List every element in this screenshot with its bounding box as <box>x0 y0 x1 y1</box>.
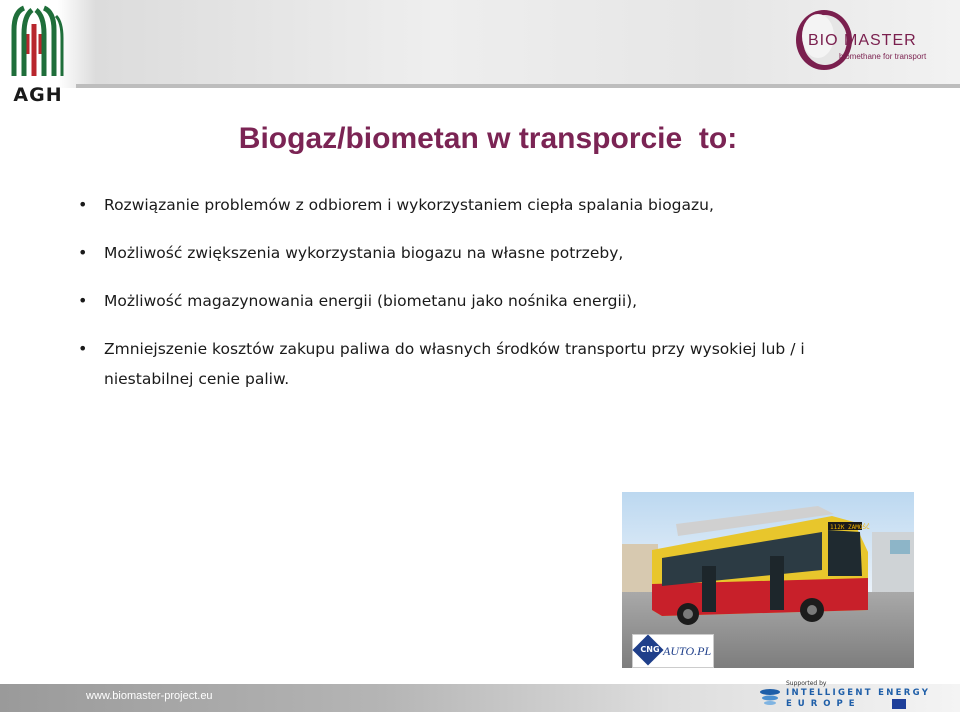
bullet-dot: • <box>78 195 88 214</box>
eu-flag-icon <box>892 699 906 709</box>
bullet-dot: • <box>78 291 88 310</box>
biomaster-logo-text: BIO MASTER <box>808 32 917 49</box>
bullet-dot: • <box>78 339 88 358</box>
cng-label: CNG <box>640 645 660 654</box>
bullet-text: Możliwość magazynowania energii (biometanu jako nośnika energii), <box>104 292 638 310</box>
cng-auto-text: AUTO.PL <box>663 644 712 658</box>
cng-auto-badge <box>632 634 714 668</box>
agh-logo-icon <box>6 4 70 82</box>
bullet-text: Zmniejszenie kosztów zakupu paliwa do własnych środków transportu przy wysokiej lub / i <box>104 340 805 358</box>
destination-sign: 112K ZAMOŚĆ <box>830 524 870 531</box>
agh-logo <box>6 4 70 106</box>
bullet-dot: • <box>78 243 88 262</box>
footer-url: www.biomaster-project.eu <box>86 690 213 702</box>
biomaster-tagline: biomethane for transport <box>839 52 927 61</box>
europe-text: EUROPE <box>786 699 861 709</box>
bullet-text: Możliwość zwiększenia wykorzystania biogazu na własne potrzeby, <box>104 244 624 262</box>
bullet-item <box>78 190 908 220</box>
bullet-text: niestabilnej cenie paliw. <box>104 370 290 388</box>
bullet-item <box>78 238 908 268</box>
agh-logo-text: AGH <box>13 84 63 106</box>
supported-by-label: Supported by <box>786 680 827 687</box>
bullet-item <box>78 286 908 316</box>
bullet-list <box>78 190 908 412</box>
intelligent-energy-icon <box>758 686 782 708</box>
header-divider <box>76 84 960 88</box>
bullet-item <box>78 334 908 364</box>
slide-title: Biogaz/biometan w transporcie to: <box>238 122 738 155</box>
biomaster-logo <box>792 6 952 74</box>
intelligent-energy-text: INTELLIGENT ENERGY <box>786 688 931 698</box>
bullet-text: Rozwiązanie problemów z odbiorem i wykorzystaniem ciepła spalania biogazu, <box>104 196 714 214</box>
bullet-continuation <box>78 364 908 394</box>
